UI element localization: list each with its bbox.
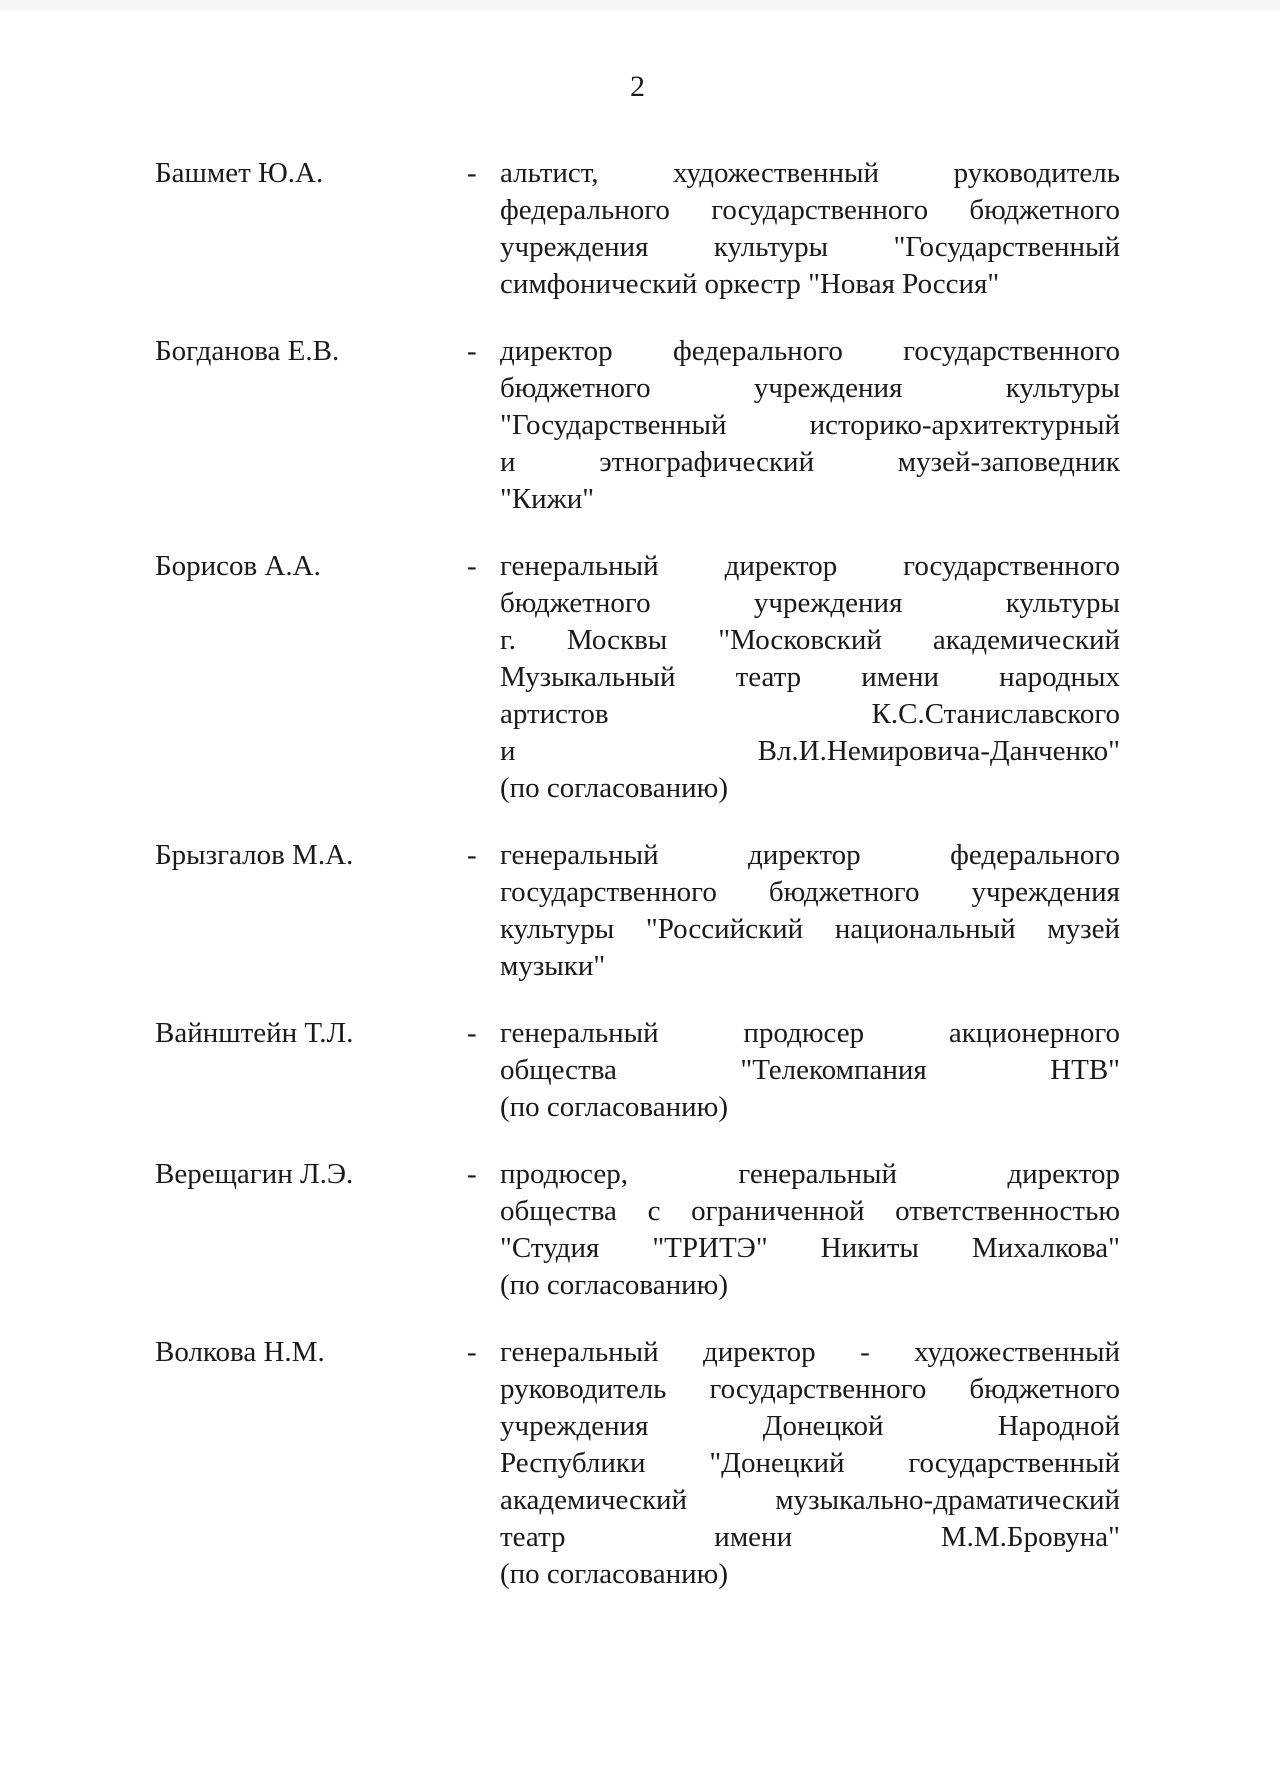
description-line: Музыкальный театр имени народных	[500, 661, 1120, 693]
person-name: Борисов А.А.	[155, 550, 321, 582]
description-line: генеральный директор - художественный	[500, 1336, 1120, 1368]
separator-dash: -	[467, 335, 477, 367]
description-line: (по согласованию)	[500, 1091, 728, 1123]
appointee-list	[155, 155, 1120, 1593]
description-line: "Студия "ТРИТЭ" Никиты Михалкова"	[500, 1232, 1120, 1264]
separator-dash: -	[467, 839, 477, 871]
description-line: театр имени М.М.Бровуна"	[500, 1521, 1120, 1553]
description-line: директор федерального государственного	[500, 335, 1120, 367]
description-line: (по согласованию)	[500, 772, 728, 804]
person-name: Брызгалов М.А.	[155, 839, 354, 871]
separator-dash: -	[467, 1017, 477, 1049]
description-line: учреждения Донецкой Народной	[500, 1410, 1120, 1442]
description-line: артистов К.С.Станиславского	[500, 698, 1120, 730]
separator-dash: -	[467, 1158, 477, 1190]
directory-entry	[155, 548, 1120, 807]
description-line: (по согласованию)	[500, 1269, 728, 1301]
description-line: "Государственный историко-архитектурный	[500, 409, 1120, 441]
page-content	[155, 68, 1120, 1593]
description-line: и Вл.И.Немировича-Данченко"	[500, 735, 1120, 767]
person-name: Вайнштейн Т.Л.	[155, 1017, 354, 1049]
separator-dash: -	[467, 1336, 477, 1368]
page-number: 2	[630, 70, 645, 103]
description-line: федерального государственного бюджетного	[500, 194, 1120, 226]
description-line: генеральный директор федерального	[500, 839, 1120, 871]
position-description	[500, 155, 1120, 303]
description-line: симфонический оркестр "Новая Россия"	[500, 268, 1000, 300]
description-line: альтист, художественный руководитель	[500, 157, 1120, 189]
directory-entry	[155, 837, 1120, 985]
directory-entry	[155, 1156, 1120, 1304]
person-name: Верещагин Л.Э.	[155, 1158, 354, 1190]
description-line: "Кижи"	[500, 483, 595, 515]
description-line: общества "Телекомпания НТВ"	[500, 1054, 1120, 1086]
description-line: бюджетного учреждения культуры	[500, 372, 1120, 404]
person-name: Богданова Е.В.	[155, 335, 340, 367]
description-line: бюджетного учреждения культуры	[500, 587, 1120, 619]
separator-dash: -	[467, 550, 477, 582]
description-line: руководитель государственного бюджетного	[500, 1373, 1120, 1405]
position-description	[500, 1334, 1120, 1593]
scan-edge-strip	[0, 0, 1280, 10]
description-line: учреждения культуры "Государственный	[500, 231, 1120, 263]
description-line: генеральный продюсер акционерного	[500, 1017, 1120, 1049]
position-description	[500, 333, 1120, 518]
separator-dash: -	[467, 157, 477, 189]
description-line: продюсер, генеральный директор	[500, 1158, 1120, 1190]
position-description	[500, 1156, 1120, 1304]
description-line: общества с ограниченной ответственностью	[500, 1195, 1120, 1227]
description-line: г. Москвы "Московский академический	[500, 624, 1120, 656]
description-line: культуры "Российский национальный музей	[500, 913, 1120, 945]
description-line: академический музыкально-драматический	[500, 1484, 1120, 1516]
directory-entry	[155, 1015, 1120, 1126]
position-description	[500, 548, 1120, 807]
description-line: государственного бюджетного учреждения	[500, 876, 1120, 908]
description-line: (по согласованию)	[500, 1558, 728, 1590]
directory-entry	[155, 1334, 1120, 1593]
person-name: Башмет Ю.А.	[155, 157, 324, 189]
person-name: Волкова Н.М.	[155, 1336, 325, 1368]
position-description	[500, 837, 1120, 985]
directory-entry	[155, 155, 1120, 303]
position-description	[500, 1015, 1120, 1126]
description-line: Республики "Донецкий государственный	[500, 1447, 1120, 1479]
directory-entry	[155, 333, 1120, 518]
description-line: и этнографический музей-заповедник	[500, 446, 1120, 478]
description-line: генеральный директор государственного	[500, 550, 1120, 582]
description-line: музыки"	[500, 950, 606, 982]
